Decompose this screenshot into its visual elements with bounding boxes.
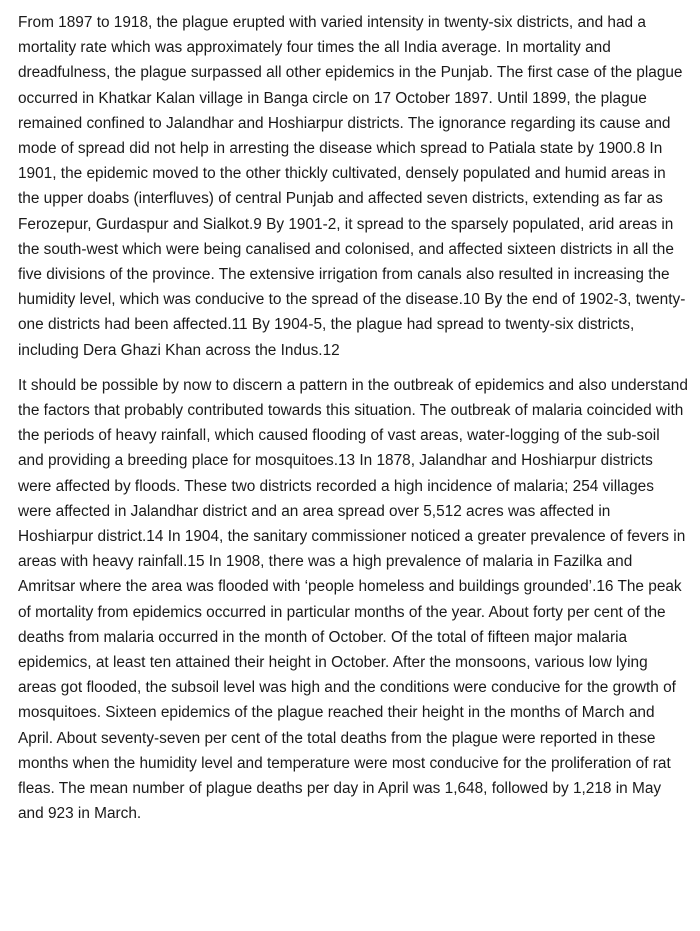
paragraph-plague-spread: From 1897 to 1918, the plague erupted with varied intensity in twenty-six districts, and had a mortality rate which was approximately four times the all India average. In mortality and dreadfulness, the plague surpassed all other epidemics in the Punjab. The first case of the plague occurred in Khatkar Kalan village in Banga circle on 17 October 1897. Until 1899, the plague remained confined to Jalandhar and Hoshiarpur districts. The ignorance regarding its cause and mode of spread did not help in arresting the disease which spread to Patiala state by 1900.8 In 1901, the epidemic moved to the other thickly cultivated, densely populated and humid areas in the upper doabs (interfluves) of central Punjab and affected seven districts, extending as far as Ferozepur, Gurdaspur and Sialkot.9 By 1901-2, it spread to the sparsely populated, arid areas in the south-west which were being canalised and colonised, and affected sixteen districts in all the five divisions of the province. The extensive irrigation from canals also resulted in increasing the humidity level, which was conducive to the spread of the disease.10 By the end of 1902-3, twenty-one districts had been affected.11 By 1904-5, the plague had spread to twenty-six districts, including Dera Ghazi Khan across the Indus.12 [18, 14, 686, 359]
paragraph-epidemic-pattern: It should be possible by now to discern a pattern in the outbreak of epidemics and also understand the factors that probably contributed towards this situation. The outbreak of malaria coincided with the periods of heavy rainfall, which caused flooding of vast areas, water-logging of the sub-soil and providing a breeding place for mosquitoes.13 In 1878, Jalandhar and Hoshiarpur districts were affected by floods. These two districts recorded a high incidence of malaria; 254 villages were affected in Jalandhar district and an area spread over 5,512 acres was affected in Hoshiarpur district.14 In 1904, the sanitary commissioner noticed a greater prevalence of fevers in areas with heavy rainfall.15 In 1908, there was a high prevalence of malaria in Fazilka and Amritsar where the area was flooded with ‘people homeless and buildings grounded’.16 The peak of mortality from epidemics occurred in particular months of the year. About forty per cent of the deaths from malaria occurred in the month of October. Of the total of fifteen major malaria epidemics, at least ten attained their height in October. After the monsoons, various low lying areas got flooded, the subsoil level was high and the conditions were conducive for the growth of mosquitoes. Sixteen epidemics of the plague reached their height in the months of March and April. About seventy-seven per cent of the total deaths from the plague were reported in these months when the humidity level and temperature were most conducive for the proliferation of rat fleas. The mean number of plague deaths per day in April was 1,648, followed by 1,218 in May and 923 in March. [18, 376, 688, 823]
document-body [18, 10, 688, 827]
